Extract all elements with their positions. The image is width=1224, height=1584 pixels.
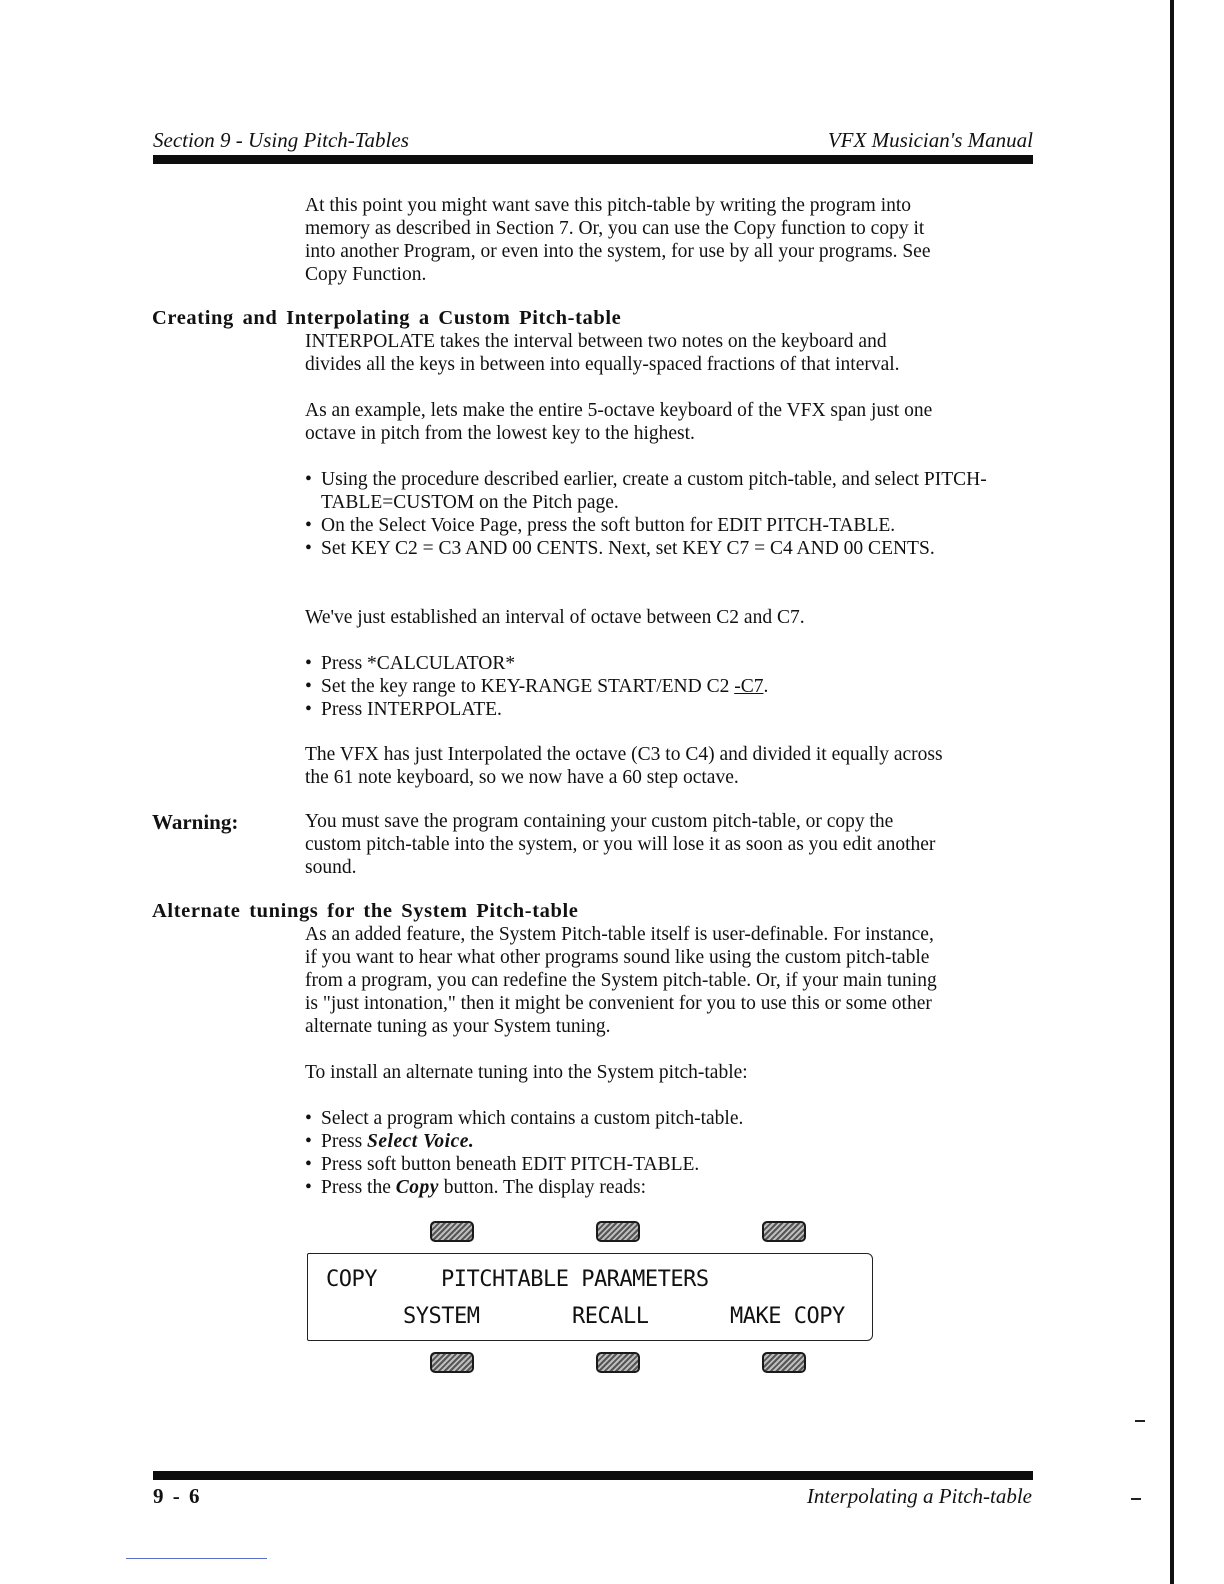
soft-button-icon <box>596 1221 640 1242</box>
lcd-soft-label-make-copy: MAKE COPY <box>730 1304 845 1329</box>
text-line: sound. <box>305 857 357 878</box>
list-item: • Select a program which contains a custom pitch-table. <box>305 1107 1035 1130</box>
footer-rule <box>153 1471 1033 1480</box>
scan-edge-bar <box>1170 0 1174 1584</box>
key-range-end: -C7 <box>734 676 764 697</box>
header-manual-title: VFX Musician's Manual <box>827 128 1033 152</box>
list-item: • On the Select Voice Page, press the soft button for EDIT PITCH-TABLE. <box>305 514 1005 537</box>
list-item: • Press *CALCULATOR* <box>305 652 1035 675</box>
text-line: into another Program, or even into the system, for use by all your programs. See <box>305 241 931 262</box>
creating-paragraph-2 <box>305 399 1045 445</box>
text-line: As an example, lets make the entire 5-octave keyboard of the VFX span just one <box>305 400 933 421</box>
creating-steps-list <box>305 468 1005 560</box>
text-line: memory as described in Section 7. Or, you can use the Copy function to copy it <box>305 218 925 239</box>
page-number: 9 - 6 <box>153 1484 201 1508</box>
list-item: • Press soft button beneath EDIT PITCH-TABLE. <box>305 1153 1035 1176</box>
text-line: custom pitch-table into the system, or you will lose it as soon as you edit another <box>305 834 936 855</box>
margin-tick <box>1131 1498 1141 1500</box>
text-line: divides all the keys in between into equally-spaced fractions of that interval. <box>305 354 900 375</box>
alternate-paragraph-1 <box>305 923 1045 1038</box>
text-line: The VFX has just Interpolated the octave (C3 to C4) and divided it equally across <box>305 744 943 765</box>
text-line: if you want to hear what other programs sound like using the custom pitch-table <box>305 947 930 968</box>
creating-paragraph-4 <box>305 743 1045 789</box>
text-line: octave in pitch from the lowest key to the highest. <box>305 423 695 444</box>
copy-button-name: Copy <box>395 1177 439 1198</box>
text-line: alternate tuning as your System tuning. <box>305 1016 611 1037</box>
soft-button-icon <box>762 1221 806 1242</box>
section-heading-alternate: Alternate tunings for the System Pitch-table <box>152 900 579 922</box>
list-item-punctuation: . <box>763 676 769 697</box>
text-line: from a program, you can redefine the System pitch-table. Or, if your main tuning <box>305 970 937 991</box>
creating-paragraph-1 <box>305 330 1045 376</box>
list-item: • Set KEY C2 = C3 AND 00 CENTS. Next, set KEY C7 = C4 AND 00 CENTS. <box>305 537 1005 560</box>
select-voice-button-name: Select Voice. <box>367 1131 475 1152</box>
blue-underline-artifact <box>126 1558 267 1559</box>
list-item-text: Set the key range to KEY-RANGE START/END C2 <box>321 676 735 697</box>
footer-title: Interpolating a Pitch-table <box>806 1484 1032 1508</box>
text-line: Copy Function. <box>305 264 427 285</box>
list-item-text: button. The display reads: <box>438 1177 646 1198</box>
warning-label: Warning: <box>152 810 239 834</box>
lcd-title: PITCHTABLE PARAMETERS <box>441 1267 709 1292</box>
margin-tick <box>1135 1420 1145 1422</box>
list-item <box>305 1176 1035 1199</box>
soft-button-icon <box>596 1352 640 1373</box>
lcd-soft-label-recall: RECALL <box>572 1304 649 1329</box>
calculator-steps-list <box>305 652 1035 721</box>
text-line: the 61 note keyboard, so we now have a 60 step octave. <box>305 767 739 788</box>
list-item-text: Press the <box>321 1177 396 1198</box>
text-line: is "just intonation," then it might be convenient for you to use this or some other <box>305 993 932 1014</box>
list-item: • Press INTERPOLATE. <box>305 698 1035 721</box>
list-item <box>305 675 1035 698</box>
soft-button-icon <box>430 1352 474 1373</box>
list-item-text: Press <box>321 1131 368 1152</box>
lcd-soft-label-system: SYSTEM <box>403 1304 480 1329</box>
text-line: As an added feature, the System Pitch-table itself is user-definable. For instance, <box>305 924 934 945</box>
text-line: You must save the program containing your custom pitch-table, or copy the <box>305 811 894 832</box>
alternate-paragraph-2: To install an alternate tuning into the System pitch-table: <box>305 1062 748 1083</box>
soft-button-icon <box>762 1352 806 1373</box>
lcd-copy-label: COPY <box>326 1267 377 1292</box>
install-steps-list <box>305 1107 1035 1199</box>
intro-paragraph <box>305 194 1045 286</box>
text-line: INTERPOLATE takes the interval between two notes on the keyboard and <box>305 331 887 352</box>
list-item <box>305 1130 1035 1153</box>
soft-button-icon <box>430 1221 474 1242</box>
header-rule <box>153 155 1033 164</box>
header-section-title: Section 9 - Using Pitch-Tables <box>153 128 409 152</box>
creating-paragraph-3: We've just established an interval of octave between C2 and C7. <box>305 607 805 628</box>
lcd-display <box>307 1253 873 1341</box>
text-line: At this point you might want save this pitch-table by writing the program into <box>305 195 912 216</box>
section-heading-creating: Creating and Interpolating a Custom Pitch-table <box>152 307 622 329</box>
warning-paragraph <box>305 810 1045 879</box>
list-item: • Using the procedure described earlier, create a custom pitch-table, and select PITCH-TABLE=CUSTOM on the Pitch page. <box>305 468 1005 514</box>
